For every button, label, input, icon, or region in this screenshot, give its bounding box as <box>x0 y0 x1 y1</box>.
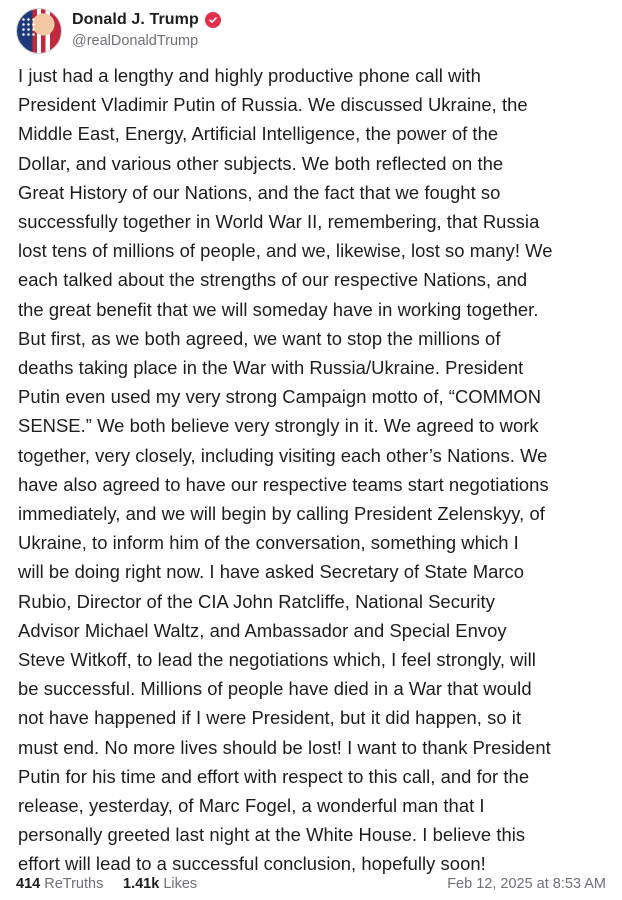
post-text-line: will be doing right now. I have asked Secretary of State Marco <box>18 561 525 583</box>
post-text-line: Rubio, Director of the CIA John Ratcliffe, National Security <box>18 590 495 612</box>
post-text-line: Dollar, and various other subjects. We both reflected on the <box>18 152 504 174</box>
post-text-line: Steve Witkoff, to lead the negotiations which, I feel strongly, will <box>18 649 536 671</box>
post-text-line: be successful. Millions of people have died in a War that would <box>18 678 532 700</box>
likes-count: 1.41k <box>123 876 160 892</box>
post-text-line: effort will lead to a successful conclusion, hopefully soon! <box>18 853 486 875</box>
retruths-stat[interactable] <box>16 876 103 892</box>
verified-badge-icon <box>205 12 221 28</box>
likes-stat[interactable] <box>123 876 197 892</box>
post-text-line: successfully together in World War II, remembering, that Russia <box>18 211 540 233</box>
post-text-line: President Vladimir Putin of Russia. We discussed Ukraine, the <box>18 94 528 116</box>
post-text-line: lost tens of millions of people, and we, likewise, lost so many! We <box>18 240 553 262</box>
flag-stars-icon <box>21 17 35 37</box>
post-text-line: together, very closely, including visiting each other’s Nations. We <box>18 444 548 466</box>
post-text <box>18 61 610 879</box>
retruths-count: 414 <box>16 876 41 892</box>
post-text-line: must end. No more lives should be lost! I want to thank President <box>18 736 551 758</box>
post-text-line: release, yesterday, of Marc Fogel, a wonderful man that I <box>18 795 485 817</box>
post-footer <box>16 874 606 896</box>
post-text-line: the great benefit that we will someday have in working together. <box>18 298 539 320</box>
post-text-line: have also agreed to have our respective teams start negotiations <box>18 473 549 495</box>
name-row <box>72 11 221 29</box>
post-text-line: deaths taking place in the War with Russia/Ukraine. President <box>18 357 524 379</box>
post-text-line: SENSE.” We both believe very strongly in it. We agreed to work <box>18 415 539 437</box>
post-text-line: personally greeted last night at the White House. I believe this <box>18 824 526 846</box>
post-text-line: But first, as we both agreed, we want to stop the millions of <box>18 327 501 349</box>
likes-label: Likes <box>163 876 198 892</box>
checkmark-icon <box>208 15 218 25</box>
post-text-line: each talked about the strengths of our respective Nations, and <box>18 269 528 291</box>
post-text-line: Middle East, Energy, Artificial Intelligence, the power of the <box>18 123 499 145</box>
post-text-line: Putin even used my very strong Campaign motto of, “COMMON <box>18 386 542 408</box>
post-text-line: immediately, and we will begin by calling President Zelenskyy, of <box>18 503 545 525</box>
post-text-line: Advisor Michael Waltz, and Ambassador and Special Envoy <box>18 619 507 641</box>
avatar[interactable] <box>16 8 62 54</box>
post-text-line: Putin for his time and effort with respect to this call, and for the <box>18 765 530 787</box>
retruths-label: ReTruths <box>44 876 104 892</box>
post-text-line: not have happened if I were President, but it did happen, so it <box>18 707 522 729</box>
author-handle[interactable]: @realDonaldTrump <box>72 33 199 49</box>
post-timestamp[interactable]: Feb 12, 2025 at 8:53 AM <box>447 876 606 892</box>
author-display-name[interactable]: Donald J. Trump <box>72 11 199 28</box>
post-text-line: Ukraine, to inform him of the conversation, something which I <box>18 532 519 554</box>
post-text-line: I just had a lengthy and highly productive phone call with <box>18 65 481 86</box>
post-text-line: Great History of our Nations, and the fact that we fought so <box>18 181 501 203</box>
post-header <box>16 8 606 56</box>
